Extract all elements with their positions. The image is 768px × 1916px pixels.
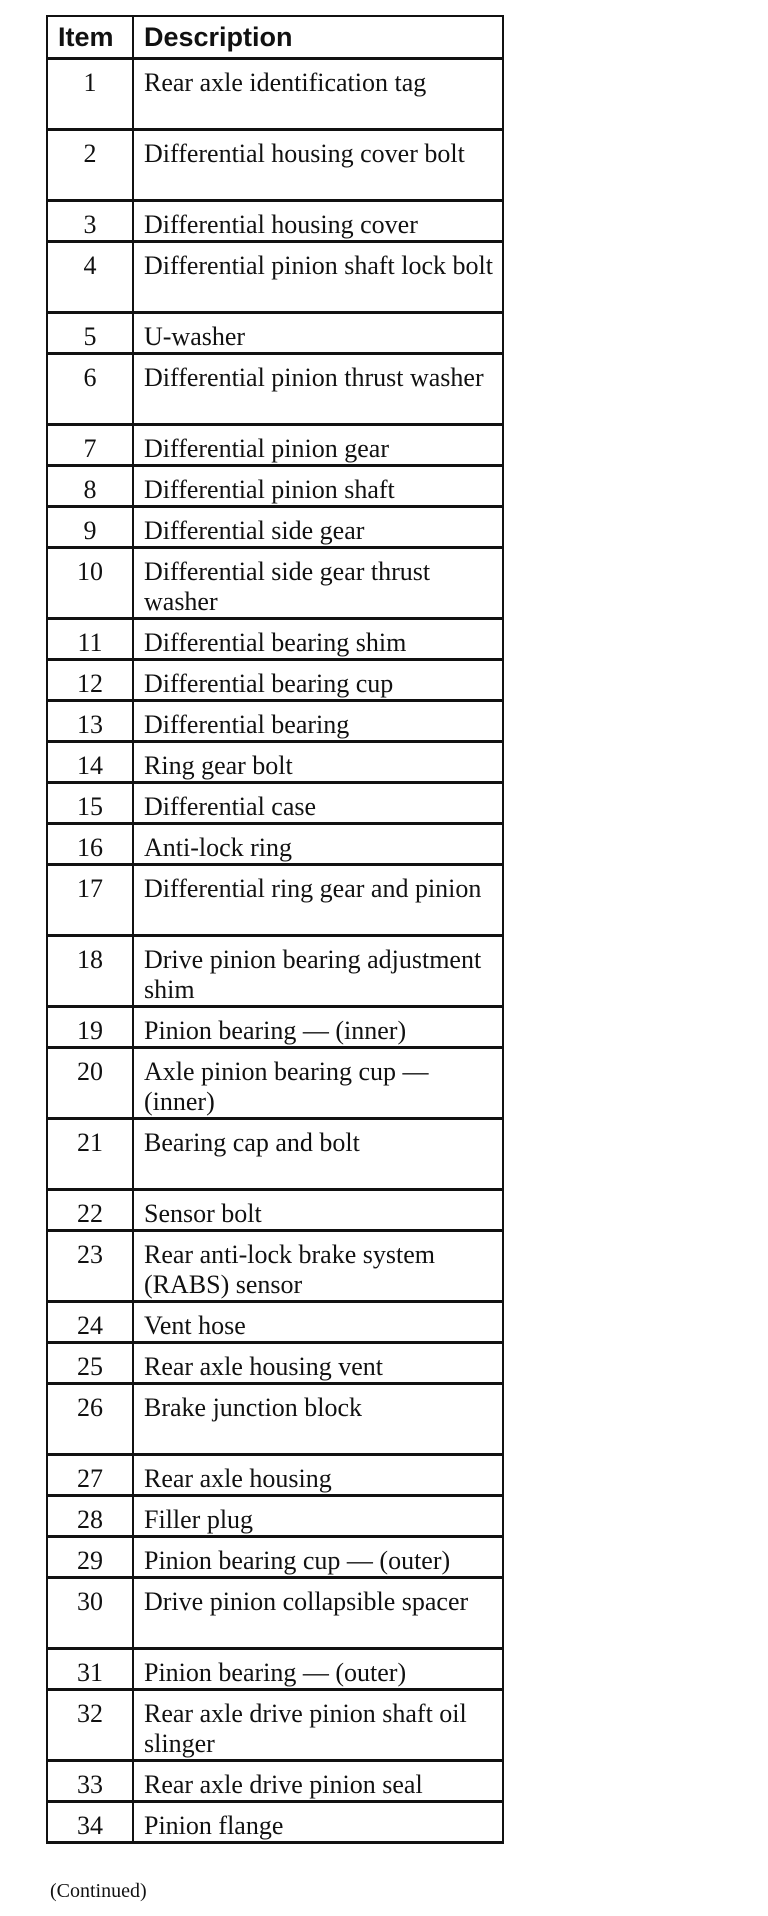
item-description: Vent hose xyxy=(133,1302,503,1343)
item-number: 19 xyxy=(47,1007,133,1048)
item-description: Rear axle housing vent xyxy=(133,1343,503,1384)
item-description: Rear axle drive pinion seal xyxy=(133,1761,503,1802)
item-description: Differential ring gear and pinion xyxy=(133,865,503,936)
item-number: 14 xyxy=(47,742,133,783)
item-description: Differential bearing shim xyxy=(133,619,503,660)
table-row xyxy=(47,1802,503,1843)
item-number: 34 xyxy=(47,1802,133,1843)
item-description: Pinion bearing — (inner) xyxy=(133,1007,503,1048)
table-row xyxy=(47,1048,503,1119)
item-number: 5 xyxy=(47,313,133,354)
table-row xyxy=(47,865,503,936)
item-number: 24 xyxy=(47,1302,133,1343)
table-row xyxy=(47,619,503,660)
item-number: 6 xyxy=(47,354,133,425)
table-row xyxy=(47,466,503,507)
table-row xyxy=(47,742,503,783)
item-description: Differential case xyxy=(133,783,503,824)
parts-table-container xyxy=(46,15,504,1844)
item-number: 8 xyxy=(47,466,133,507)
table-row xyxy=(47,1302,503,1343)
item-description: Ring gear bolt xyxy=(133,742,503,783)
item-number: 15 xyxy=(47,783,133,824)
item-number: 13 xyxy=(47,701,133,742)
item-column-header: Item xyxy=(47,16,133,59)
table-row xyxy=(47,824,503,865)
description-column-header: Description xyxy=(133,16,503,59)
table-row xyxy=(47,425,503,466)
item-description: Rear anti-lock brake system (RABS) sensor xyxy=(133,1231,503,1302)
item-description: Pinion flange xyxy=(133,1802,503,1843)
table-row xyxy=(47,1649,503,1690)
item-number: 20 xyxy=(47,1048,133,1119)
item-description: Differential housing cover xyxy=(133,201,503,242)
item-description: Drive pinion bearing adjustment shim xyxy=(133,936,503,1007)
item-number: 9 xyxy=(47,507,133,548)
item-number: 2 xyxy=(47,130,133,201)
table-row xyxy=(47,201,503,242)
table-row xyxy=(47,548,503,619)
table-row xyxy=(47,1343,503,1384)
table-row xyxy=(47,130,503,201)
table-row xyxy=(47,936,503,1007)
item-description: Axle pinion bearing cup — (inner) xyxy=(133,1048,503,1119)
item-description: Differential bearing cup xyxy=(133,660,503,701)
item-description: Anti-lock ring xyxy=(133,824,503,865)
item-description: Rear axle drive pinion shaft oil slinger xyxy=(133,1690,503,1761)
table-row xyxy=(47,242,503,313)
item-description: Differential pinion gear xyxy=(133,425,503,466)
item-description: Bearing cap and bolt xyxy=(133,1119,503,1190)
item-description: U-washer xyxy=(133,313,503,354)
table-row xyxy=(47,1455,503,1496)
item-number: 21 xyxy=(47,1119,133,1190)
item-number: 11 xyxy=(47,619,133,660)
item-number: 16 xyxy=(47,824,133,865)
table-row xyxy=(47,783,503,824)
table-row xyxy=(47,313,503,354)
table-row xyxy=(47,1578,503,1649)
item-description: Filler plug xyxy=(133,1496,503,1537)
item-number: 7 xyxy=(47,425,133,466)
item-number: 22 xyxy=(47,1190,133,1231)
table-row xyxy=(47,1190,503,1231)
table-body xyxy=(47,59,503,1843)
item-number: 31 xyxy=(47,1649,133,1690)
item-number: 25 xyxy=(47,1343,133,1384)
table-row xyxy=(47,1537,503,1578)
table-row xyxy=(47,59,503,130)
table-header-row xyxy=(47,16,503,59)
item-number: 4 xyxy=(47,242,133,313)
item-description: Pinion bearing — (outer) xyxy=(133,1649,503,1690)
item-number: 10 xyxy=(47,548,133,619)
item-description: Brake junction block xyxy=(133,1384,503,1455)
table-row xyxy=(47,660,503,701)
item-description: Differential side gear thrust washer xyxy=(133,548,503,619)
item-number: 33 xyxy=(47,1761,133,1802)
table-row xyxy=(47,1761,503,1802)
table-row xyxy=(47,701,503,742)
table-row xyxy=(47,1690,503,1761)
table-row xyxy=(47,1496,503,1537)
item-description: Drive pinion collapsible spacer xyxy=(133,1578,503,1649)
table-row xyxy=(47,507,503,548)
item-description: Differential pinion thrust washer xyxy=(133,354,503,425)
table-row xyxy=(47,1231,503,1302)
item-number: 12 xyxy=(47,660,133,701)
parts-table xyxy=(46,15,504,1844)
item-number: 17 xyxy=(47,865,133,936)
item-number: 26 xyxy=(47,1384,133,1455)
item-description: Differential pinion shaft xyxy=(133,466,503,507)
table-row xyxy=(47,1007,503,1048)
item-number: 32 xyxy=(47,1690,133,1761)
item-description: Differential bearing xyxy=(133,701,503,742)
item-number: 27 xyxy=(47,1455,133,1496)
table-row xyxy=(47,1384,503,1455)
table-row xyxy=(47,354,503,425)
item-number: 30 xyxy=(47,1578,133,1649)
table-row xyxy=(47,1119,503,1190)
continued-note: (Continued) xyxy=(50,1880,147,1902)
item-number: 23 xyxy=(47,1231,133,1302)
item-number: 3 xyxy=(47,201,133,242)
item-number: 28 xyxy=(47,1496,133,1537)
item-description: Differential side gear xyxy=(133,507,503,548)
item-description: Sensor bolt xyxy=(133,1190,503,1231)
item-description: Differential pinion shaft lock bolt xyxy=(133,242,503,313)
item-number: 18 xyxy=(47,936,133,1007)
item-description: Rear axle identification tag xyxy=(133,59,503,130)
item-number: 29 xyxy=(47,1537,133,1578)
item-description: Differential housing cover bolt xyxy=(133,130,503,201)
item-number: 1 xyxy=(47,59,133,130)
item-description: Rear axle housing xyxy=(133,1455,503,1496)
item-description: Pinion bearing cup — (outer) xyxy=(133,1537,503,1578)
